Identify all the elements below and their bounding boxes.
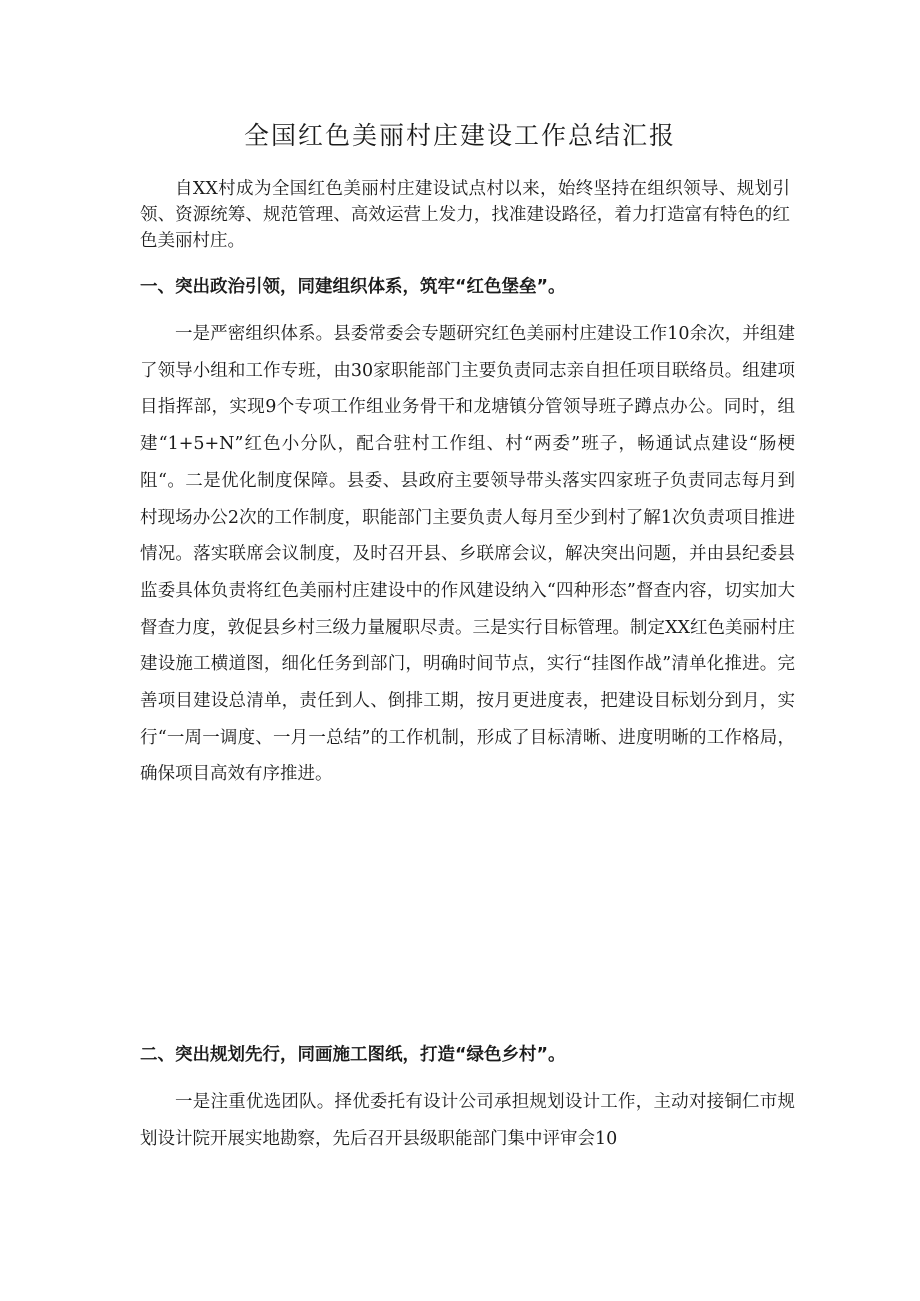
- document-title: 全国红色美丽村庄建设工作总结汇报: [243, 121, 676, 150]
- section-body-2: 一是注重优选团队。择优委托有设计公司承担规划设计工作，主动对接铜仁市规划设计院开展实地勘察，先后召开县级职能部门集中评审会10: [140, 1092, 795, 1149]
- section-heading-2: 二、突出规划先行，同画施工图纸，打造“绿色乡村”。: [140, 1045, 566, 1065]
- intro-paragraph: 自XX村成为全国红色美丽村庄建设试点村以来，始终坚持在组织领导、规划引领、资源统筹、规范管理、高效运营上发力，找准建设路径，着力打造富有特色的红色美丽村庄。: [140, 179, 790, 251]
- section-body-1: 一是严密组织体系。县委常委会专题研究红色美丽村庄建设工作10余次，并组建了领导小组和工作专班，由30家职能部门主要负责同志亲自担任项目联络员。组建项目指挥部，实现9个专项工作组业务骨干和龙塘镇分管领导班子蹲点办公。同时，组建“1+5+N”红色小分队，配合驻村工作组、村“两委”班子，畅通试点建设“肠梗阻“。二是优化制度保障。县委、县政府主要领导带头落实四家班子负责同志每月到村现场办公2次的工作制度，职能部门主要负责人每月至少到村了解1次负责项目推进情况。落实联席会议制度，及时召开县、乡联席会议，解决突出问题，并由县纪委县监委具体负责将红色美丽村庄建设中的作风建设纳入“四种形态”督查内容，切实加大督查力度，敦促县乡村三级力量履职尽责。三是实行目标管理。制定XX红色美丽村庄建设施工横道图，细化任务到部门，明确时间节点，实行“挂图作战”清单化推进。完善项目建设总清单，责任到人、倒排工期，按月更进度表，把建设目标划分到月，实行“一周一调度、一月一总结”的工作机制，形成了目标清晰、进度明晰的工作格局，确保项目高效有序推进。: [140, 324, 795, 785]
- section-heading-1: 一、突出政治引领，同建组织体系，筑牢“红色堡垒”。: [140, 277, 566, 297]
